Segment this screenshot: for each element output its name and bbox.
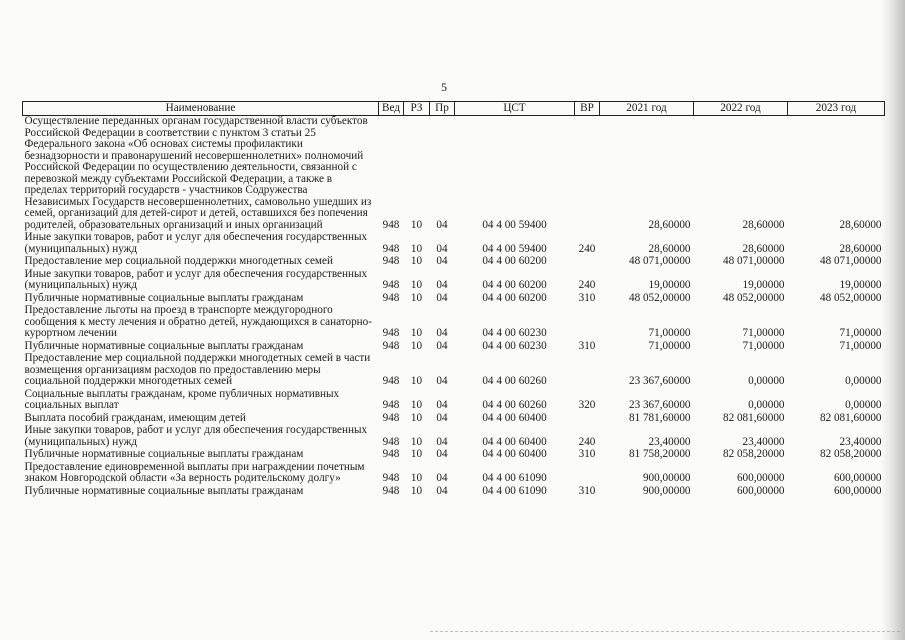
cell-2022: 19,00000	[742, 279, 785, 291]
cell-2021: 28,60000	[648, 242, 691, 255]
table-row	[23, 256, 885, 269]
cell-rz: 10	[410, 484, 423, 497]
table-row	[23, 116, 885, 233]
cell-rz: 10	[410, 255, 423, 267]
cell-2023: 82 081,60000	[819, 411, 882, 424]
cell-ved: 948	[382, 435, 400, 448]
cell-ved: 948	[382, 218, 400, 231]
cell-vr: 310	[578, 291, 596, 304]
cell-pr: 04	[436, 279, 448, 291]
cell-rz: 10	[410, 339, 423, 352]
cell-ved: 948	[382, 484, 400, 497]
cell-2022: 48 052,00000	[722, 291, 785, 304]
table-row	[23, 449, 885, 462]
table-body	[23, 116, 885, 499]
cell-name: Иные закупки товаров, работ и услуг для обеспечения государственных (муниципальных) нужд	[24, 267, 368, 291]
cell-2021: 19,00000	[648, 279, 691, 291]
cell-cst: 04 4 00 60400	[482, 435, 547, 448]
cell-2022: 600,00000	[736, 472, 785, 484]
cell-pr: 04	[436, 411, 448, 424]
cell-ved: 948	[382, 291, 400, 304]
cell-ved: 948	[382, 472, 400, 484]
header-2022: 2022 год	[694, 102, 788, 116]
cell-pr: 04	[436, 484, 448, 497]
cell-2023: 600,00000	[833, 472, 882, 484]
cell-cst: 04 4 00 60200	[482, 279, 547, 291]
header-2021: 2021 год	[600, 102, 694, 116]
cell-name: Предоставление мер социальной поддержки многодетных семей	[24, 255, 333, 267]
budget-table	[22, 101, 885, 498]
cell-2023: 23,40000	[839, 435, 882, 448]
cell-vr: 310	[578, 448, 596, 460]
cell-ved: 948	[382, 339, 400, 352]
cell-2023: 0,00000	[845, 399, 882, 411]
cell-cst: 04 4 00 61090	[482, 472, 547, 484]
cell-cst: 04 4 00 60400	[482, 448, 547, 460]
cell-2022: 48 071,00000	[722, 255, 785, 267]
cell-2022: 0,00000	[748, 375, 785, 387]
cell-2022: 28,60000	[742, 242, 785, 255]
cell-2023: 19,00000	[839, 279, 882, 291]
cell-ved: 948	[382, 375, 400, 387]
cell-pr: 04	[436, 218, 448, 231]
cell-rz: 10	[410, 279, 423, 291]
cell-2023: 28,60000	[839, 242, 882, 255]
cell-2021: 81 758,20000	[628, 448, 691, 460]
cell-pr: 04	[436, 255, 448, 267]
cell-name: Социальные выплаты гражданам, кроме публичных нормативных социальных выплат	[24, 387, 340, 411]
cell-cst: 04 4 00 59400	[482, 218, 547, 231]
table-row	[23, 486, 885, 499]
cell-name: Осуществление переданных органам государственной власти субъектов Российской Федерации в соответствии с пунктом 3 статьи 25 Федерального закона «Об основах системы профилактики безнадзорности и правонарушений несовершеннолетних» полномочий Российской Федерации по осуществлению деятельности, связанной с перевозкой между субъектами Российской Федерации, а также в пределах территорий государств - участников Содружества Независимых Государств несовершеннолетних, самовольно ушедших из семей, организаций для детей-сирот и детей, оставшихся без попечения родителей, образовательных организаций и иных организаций	[24, 115, 372, 231]
cell-2022: 71,00000	[742, 339, 785, 352]
table-header-row	[23, 102, 885, 116]
table-row	[23, 269, 885, 293]
cell-2021: 23 367,60000	[628, 375, 691, 387]
cell-vr: 310	[578, 339, 596, 352]
cell-2023: 48 052,00000	[819, 291, 882, 304]
cell-2022: 28,60000	[742, 218, 785, 231]
cell-2021: 48 071,00000	[628, 255, 691, 267]
cell-vr: 320	[578, 399, 596, 411]
table-row	[23, 353, 885, 389]
cell-rz: 10	[410, 448, 423, 460]
cell-cst: 04 4 00 60260	[482, 375, 547, 387]
header-rz: РЗ	[404, 102, 430, 116]
cell-pr: 04	[436, 435, 448, 448]
cell-2023: 71,00000	[839, 339, 882, 352]
cell-ved: 948	[382, 242, 400, 255]
cell-2022: 600,00000	[736, 484, 785, 497]
table-row	[23, 305, 885, 341]
cell-rz: 10	[410, 375, 423, 387]
cell-2023: 28,60000	[839, 218, 882, 231]
header-pr: Пр	[430, 102, 455, 116]
cell-vr	[575, 256, 600, 269]
cell-ved: 948	[382, 411, 400, 424]
cell-vr	[575, 353, 600, 389]
cell-2021: 81 781,60000	[628, 411, 691, 424]
cell-cst: 04 4 00 60200	[482, 291, 547, 304]
cell-2022: 0,00000	[748, 399, 785, 411]
cell-2023: 0,00000	[845, 375, 882, 387]
cell-rz: 10	[410, 411, 423, 424]
cell-2022: 82 081,60000	[722, 411, 785, 424]
cell-ved: 948	[382, 255, 400, 267]
cell-pr: 04	[436, 399, 448, 411]
cell-name: Публичные нормативные социальные выплаты гражданам	[24, 484, 304, 497]
table-row	[23, 232, 885, 256]
cell-2021: 23,40000	[648, 435, 691, 448]
cell-ved: 948	[382, 448, 400, 460]
cell-cst: 04 4 00 60260	[482, 399, 547, 411]
cell-rz: 10	[410, 435, 423, 448]
cell-vr: 240	[578, 435, 596, 448]
cell-2021: 71,00000	[648, 327, 691, 339]
cell-rz: 10	[410, 399, 423, 411]
cell-pr: 04	[436, 339, 448, 352]
cell-ved: 948	[382, 279, 400, 291]
table-row	[23, 425, 885, 449]
scan-artifact-bottom	[430, 631, 900, 635]
cell-2022: 23,40000	[742, 435, 785, 448]
cell-cst: 04 4 00 60200	[482, 255, 547, 267]
cell-2023: 600,00000	[833, 484, 882, 497]
cell-cst: 04 4 00 60400	[482, 411, 547, 424]
cell-2023: 48 071,00000	[819, 255, 882, 267]
cell-rz: 10	[410, 218, 423, 231]
cell-cst: 04 4 00 61090	[482, 484, 547, 497]
cell-rz: 10	[410, 327, 423, 339]
cell-name: Публичные нормативные социальные выплаты гражданам	[24, 339, 304, 352]
cell-2021: 900,00000	[642, 472, 691, 484]
cell-vr: 240	[578, 242, 596, 255]
cell-cst: 04 4 00 59400	[482, 242, 547, 255]
page-number: 5	[441, 80, 447, 94]
cell-name: Публичные нормативные социальные выплаты гражданам	[24, 291, 304, 304]
cell-name: Предоставление мер социальной поддержки многодетных семей в части возмещения организациям расходов по предоставлению меры социальной поддержки многодетных семей	[24, 352, 371, 387]
cell-2023: 71,00000	[839, 327, 882, 339]
cell-name: Публичные нормативные социальные выплаты гражданам	[24, 448, 304, 460]
cell-2021: 48 052,00000	[628, 291, 691, 304]
cell-2021: 28,60000	[648, 218, 691, 231]
cell-vr	[575, 413, 600, 426]
cell-cst: 04 4 00 60230	[482, 327, 547, 339]
cell-pr: 04	[436, 242, 448, 255]
cell-cst: 04 4 00 60230	[482, 339, 547, 352]
cell-2021: 71,00000	[648, 339, 691, 352]
cell-vr	[575, 462, 600, 486]
cell-vr	[575, 305, 600, 341]
cell-2022: 82 058,20000	[722, 448, 785, 460]
cell-ved: 948	[382, 399, 400, 411]
header-cst: ЦСТ	[455, 102, 575, 116]
header-ved: Вед	[379, 102, 404, 116]
cell-pr: 04	[436, 472, 448, 484]
cell-pr: 04	[436, 327, 448, 339]
cell-rz: 10	[410, 472, 423, 484]
cell-2022: 71,00000	[742, 327, 785, 339]
header-vr: ВР	[575, 102, 600, 116]
cell-ved: 948	[382, 327, 400, 339]
cell-2021: 900,00000	[642, 484, 691, 497]
header-name: Наименование	[23, 102, 379, 116]
cell-vr: 310	[578, 484, 596, 497]
table-row	[23, 462, 885, 486]
cell-rz: 10	[410, 291, 423, 304]
cell-name: Выплата пособий гражданам, имеющим детей	[24, 411, 246, 424]
cell-name: Предоставление льготы на проезд в транспорте междугородного сообщения к месту лечения и обратно детей, нуждающихся в санаторно-курортном лечении	[24, 304, 372, 339]
cell-vr	[575, 116, 600, 233]
header-2023: 2023 год	[788, 102, 885, 116]
cell-pr: 04	[436, 375, 448, 387]
cell-rz: 10	[410, 242, 423, 255]
cell-2023: 82 058,20000	[819, 448, 882, 460]
table-row	[23, 389, 885, 413]
cell-name: Иные закупки товаров, работ и услуг для обеспечения государственных (муниципальных) нужд	[24, 424, 368, 448]
cell-vr: 240	[578, 279, 596, 291]
cell-2021: 23 367,60000	[628, 399, 691, 411]
cell-pr: 04	[436, 291, 448, 304]
cell-name: Предоставление единовременной выплаты при награждении почетным знаком Новгородской области «За верность родительскому долгу»	[24, 460, 365, 484]
cell-name: Иные закупки товаров, работ и услуг для обеспечения государственных (муниципальных) нужд	[24, 231, 368, 255]
cell-pr: 04	[436, 448, 448, 460]
